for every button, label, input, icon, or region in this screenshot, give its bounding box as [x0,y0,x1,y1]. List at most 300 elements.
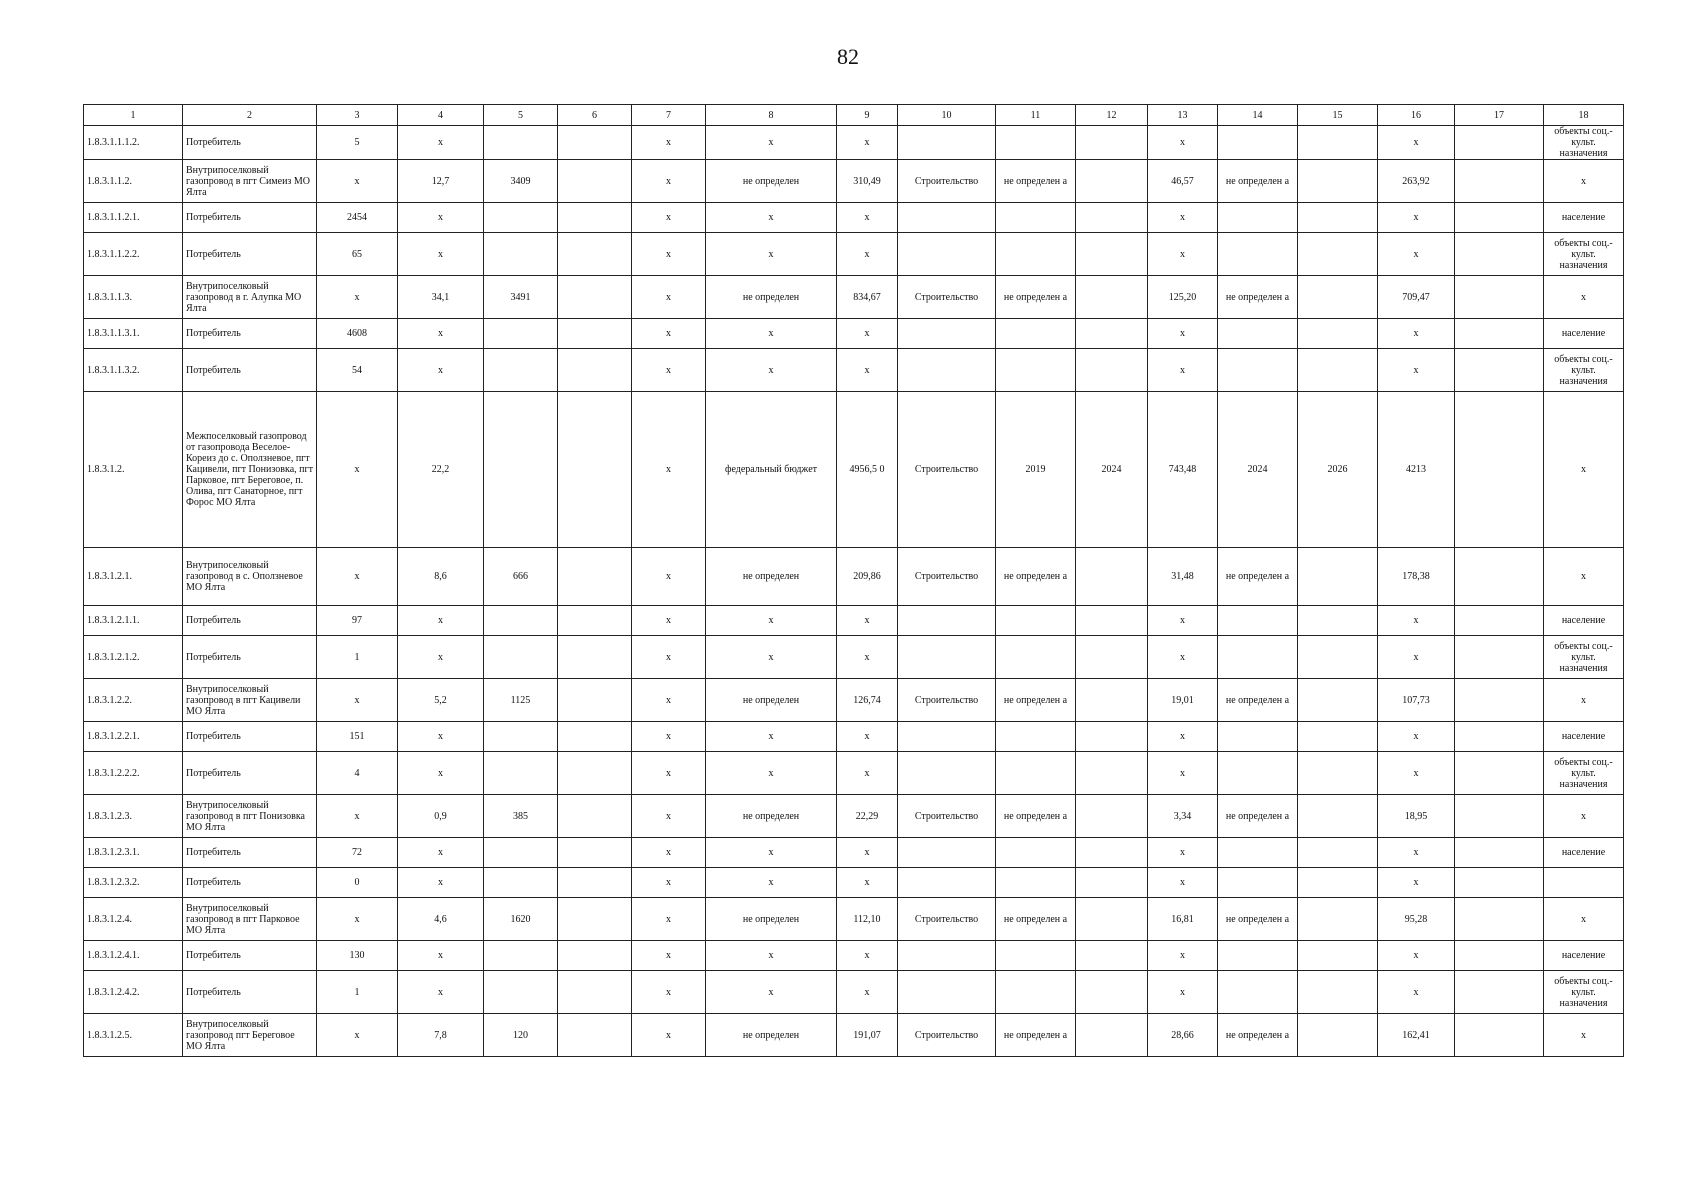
table-cell-col-9: x [837,941,898,971]
table-cell-col-6 [558,868,632,898]
table-cell-col-11 [996,319,1076,349]
table-cell-col-16: x [1378,233,1455,276]
table-cell-col-16: x [1378,606,1455,636]
column-header-16: 16 [1378,105,1455,126]
table-cell-col-4: x [398,636,484,679]
table-cell-col-17 [1455,722,1544,752]
table-row [84,722,1624,752]
table-cell-col-3: 72 [317,838,398,868]
table-cell-col-6 [558,838,632,868]
table-cell-col-17 [1455,160,1544,203]
table-cell-col-18: x [1544,1014,1624,1057]
table-cell-col-1: 1.8.3.1.2.2. [84,679,183,722]
table-cell-col-3: x [317,1014,398,1057]
table-cell-col-11: не определен а [996,1014,1076,1057]
table-cell-col-8: x [706,203,837,233]
table-cell-col-7: x [632,679,706,722]
table-cell-col-18: население [1544,319,1624,349]
table-cell-col-16: 4213 [1378,392,1455,548]
table-cell-col-15 [1298,319,1378,349]
table-cell-col-8: не определен [706,795,837,838]
table-cell-col-2: Потребитель [183,636,317,679]
table-cell-col-7: x [632,1014,706,1057]
table-cell-col-12 [1076,941,1148,971]
table-cell-col-13: 16,81 [1148,898,1218,941]
table-row [84,349,1624,392]
table-cell-col-11 [996,349,1076,392]
table-cell-col-12 [1076,606,1148,636]
table-cell-col-13: x [1148,838,1218,868]
table-cell-col-2: Потребитель [183,126,317,160]
table-cell-col-12 [1076,203,1148,233]
table-cell-col-8: не определен [706,160,837,203]
table-cell-col-1: 1.8.3.1.2. [84,392,183,548]
table-cell-col-16: x [1378,636,1455,679]
table-cell-col-3: 0 [317,868,398,898]
table-row [84,606,1624,636]
table-cell-col-4: x [398,319,484,349]
table-cell-col-17 [1455,126,1544,160]
table-cell-col-18: объекты соц.-культ. назначения [1544,636,1624,679]
table-cell-col-8: не определен [706,679,837,722]
table-cell-col-15 [1298,606,1378,636]
table-cell-col-3: 4608 [317,319,398,349]
table-cell-col-18: x [1544,795,1624,838]
column-header-15: 15 [1298,105,1378,126]
table-cell-col-17 [1455,203,1544,233]
table-cell-col-2: Внутрипоселковый газопровод в пгт Парковое МО Ялта [183,898,317,941]
table-cell-col-8: не определен [706,548,837,606]
table-cell-col-15 [1298,349,1378,392]
table-cell-col-10 [898,941,996,971]
table-cell-col-16: 263,92 [1378,160,1455,203]
table-cell-col-13: 19,01 [1148,679,1218,722]
table-cell-col-14 [1218,233,1298,276]
column-header-9: 9 [837,105,898,126]
table-cell-col-1: 1.8.3.1.1.2.2. [84,233,183,276]
table-cell-col-13: x [1148,722,1218,752]
table-cell-col-13: x [1148,203,1218,233]
table-cell-col-15 [1298,548,1378,606]
table-cell-col-1: 1.8.3.1.2.3. [84,795,183,838]
table-cell-col-12: 2024 [1076,392,1148,548]
table-cell-col-12 [1076,126,1148,160]
table-cell-col-16: x [1378,203,1455,233]
table-row [84,636,1624,679]
table-cell-col-6 [558,752,632,795]
table-row [84,233,1624,276]
table-cell-col-14 [1218,349,1298,392]
table-cell-col-16: 95,28 [1378,898,1455,941]
table-cell-col-16: x [1378,722,1455,752]
table-cell-col-10: Строительство [898,795,996,838]
table-cell-col-4: 5,2 [398,679,484,722]
table-cell-col-8: федеральный бюджет [706,392,837,548]
table-cell-col-10: Строительство [898,1014,996,1057]
table-cell-col-1: 1.8.3.1.1.3.1. [84,319,183,349]
column-header-7: 7 [632,105,706,126]
table-cell-col-7: x [632,548,706,606]
table-cell-col-4: 4,6 [398,898,484,941]
table-cell-col-11: не определен а [996,276,1076,319]
table-cell-col-9: 126,74 [837,679,898,722]
table-cell-col-12 [1076,349,1148,392]
table-cell-col-14: не определен а [1218,1014,1298,1057]
table-cell-col-18: население [1544,838,1624,868]
table-cell-col-14: не определен а [1218,160,1298,203]
column-header-8: 8 [706,105,837,126]
table-cell-col-11 [996,838,1076,868]
table-cell-col-17 [1455,971,1544,1014]
table-cell-col-10 [898,722,996,752]
table-cell-col-14: 2024 [1218,392,1298,548]
table-cell-col-1: 1.8.3.1.2.5. [84,1014,183,1057]
table-cell-col-4: x [398,203,484,233]
table-cell-col-5 [484,606,558,636]
table-cell-col-18: x [1544,160,1624,203]
table-cell-col-5 [484,971,558,1014]
table-cell-col-12 [1076,838,1148,868]
table-cell-col-14 [1218,838,1298,868]
table-cell-col-8: x [706,868,837,898]
table-cell-col-14 [1218,868,1298,898]
table-cell-col-1: 1.8.3.1.2.1.2. [84,636,183,679]
table-cell-col-6 [558,126,632,160]
table-cell-col-18: объекты соц.-культ. назначения [1544,752,1624,795]
table-cell-col-9: 310,49 [837,160,898,203]
table-cell-col-17 [1455,752,1544,795]
table-cell-col-9: x [837,349,898,392]
table-cell-col-7: x [632,868,706,898]
table-cell-col-12 [1076,276,1148,319]
table-cell-col-12 [1076,319,1148,349]
table-cell-col-5 [484,752,558,795]
table-cell-col-10: Строительство [898,898,996,941]
table-cell-col-11 [996,722,1076,752]
table-cell-col-16: x [1378,971,1455,1014]
table-cell-col-18: население [1544,941,1624,971]
table-cell-col-8: x [706,319,837,349]
table-cell-col-11 [996,636,1076,679]
table-row [84,795,1624,838]
table-cell-col-1: 1.8.3.1.1.3. [84,276,183,319]
table-cell-col-12 [1076,160,1148,203]
table-cell-col-7: x [632,203,706,233]
table-cell-col-5 [484,941,558,971]
table-cell-col-15 [1298,898,1378,941]
table-cell-col-10 [898,636,996,679]
table-cell-col-1: 1.8.3.1.2.1.1. [84,606,183,636]
table-cell-col-7: x [632,606,706,636]
column-header-14: 14 [1218,105,1298,126]
table-cell-col-8: x [706,971,837,1014]
table-cell-col-5 [484,233,558,276]
table-body [84,126,1624,1057]
table-cell-col-15 [1298,868,1378,898]
table-cell-col-18: x [1544,548,1624,606]
table-cell-col-17 [1455,548,1544,606]
table-cell-col-11 [996,233,1076,276]
table-cell-col-14 [1218,126,1298,160]
table-cell-col-3: x [317,548,398,606]
table-cell-col-10 [898,233,996,276]
table-cell-col-3: 54 [317,349,398,392]
table-cell-col-11 [996,868,1076,898]
column-header-2: 2 [183,105,317,126]
table-cell-col-7: x [632,160,706,203]
table-cell-col-15 [1298,1014,1378,1057]
table-cell-col-8: x [706,752,837,795]
table-cell-col-10 [898,319,996,349]
table-cell-col-1: 1.8.3.1.2.3.2. [84,868,183,898]
data-table [83,104,1624,1057]
table-cell-col-16: 709,47 [1378,276,1455,319]
table-cell-col-9: 834,67 [837,276,898,319]
page-number: 82 [837,44,859,69]
table-cell-col-15 [1298,203,1378,233]
table-cell-col-15 [1298,160,1378,203]
table-cell-col-11: не определен а [996,795,1076,838]
table-cell-col-13: x [1148,606,1218,636]
table-cell-col-10: Строительство [898,160,996,203]
table-cell-col-6 [558,276,632,319]
table-cell-col-13: x [1148,868,1218,898]
table-cell-col-11 [996,752,1076,795]
table-cell-col-7: x [632,941,706,971]
table-cell-col-4: 0,9 [398,795,484,838]
table-cell-col-11 [996,941,1076,971]
table-cell-col-12 [1076,971,1148,1014]
table-cell-col-2: Потребитель [183,319,317,349]
table-cell-col-17 [1455,276,1544,319]
table-cell-col-14 [1218,636,1298,679]
table-cell-col-6 [558,941,632,971]
column-header-3: 3 [317,105,398,126]
table-cell-col-2: Потребитель [183,349,317,392]
table-cell-col-5 [484,838,558,868]
table-cell-col-12 [1076,722,1148,752]
table-cell-col-10 [898,203,996,233]
table-cell-col-15 [1298,941,1378,971]
table-cell-col-15 [1298,795,1378,838]
table-cell-col-13: x [1148,941,1218,971]
table-cell-col-11: 2019 [996,392,1076,548]
table-cell-col-7: x [632,838,706,868]
table-cell-col-4: x [398,606,484,636]
table-cell-col-18: x [1544,898,1624,941]
table-cell-col-13: 743,48 [1148,392,1218,548]
table-cell-col-2: Внутрипоселковый газопровод в г. Алупка МО Ялта [183,276,317,319]
table-cell-col-15 [1298,971,1378,1014]
table-cell-col-2: Потребитель [183,233,317,276]
table-cell-col-5: 3491 [484,276,558,319]
column-header-17: 17 [1455,105,1544,126]
table-cell-col-5: 1125 [484,679,558,722]
table-cell-col-7: x [632,319,706,349]
table-row [84,752,1624,795]
table-cell-col-1: 1.8.3.1.2.1. [84,548,183,606]
table-cell-col-3: 130 [317,941,398,971]
table-cell-col-1: 1.8.3.1.2.2.1. [84,722,183,752]
table-cell-col-15 [1298,752,1378,795]
table-cell-col-10: Строительство [898,392,996,548]
table-cell-col-14 [1218,971,1298,1014]
table-cell-col-17 [1455,636,1544,679]
table-row [84,126,1624,160]
table-cell-col-17 [1455,898,1544,941]
table-cell-col-11 [996,126,1076,160]
table-cell-col-8: x [706,722,837,752]
table-cell-col-12 [1076,636,1148,679]
table-cell-col-1: 1.8.3.1.2.4.1. [84,941,183,971]
table-cell-col-11 [996,606,1076,636]
table-cell-col-2: Потребитель [183,838,317,868]
table-cell-col-4: 8,6 [398,548,484,606]
table-cell-col-3: 4 [317,752,398,795]
table-cell-col-2: Потребитель [183,868,317,898]
column-header-13: 13 [1148,105,1218,126]
table-cell-col-7: x [632,722,706,752]
table-cell-col-3: x [317,392,398,548]
table-cell-col-5: 1620 [484,898,558,941]
table-cell-col-4: 7,8 [398,1014,484,1057]
table-cell-col-1: 1.8.3.1.2.4. [84,898,183,941]
table-row [84,1014,1624,1057]
table-cell-col-1: 1.8.3.1.1.2.1. [84,203,183,233]
table-row [84,868,1624,898]
table-cell-col-17 [1455,868,1544,898]
table-cell-col-14: не определен а [1218,898,1298,941]
table-cell-col-11 [996,203,1076,233]
table-cell-col-12 [1076,868,1148,898]
table-cell-col-18: x [1544,679,1624,722]
table-cell-col-1: 1.8.3.1.2.3.1. [84,838,183,868]
table-cell-col-4: x [398,233,484,276]
table-cell-col-2: Внутрипоселковый газопровод в пгт Симеиз МО Ялта [183,160,317,203]
table-cell-col-8: x [706,606,837,636]
table-cell-col-12 [1076,233,1148,276]
table-cell-col-8: x [706,126,837,160]
table-cell-col-3: x [317,276,398,319]
table-cell-col-13: x [1148,636,1218,679]
table-cell-col-11: не определен а [996,160,1076,203]
table-cell-col-6 [558,971,632,1014]
table-cell-col-15 [1298,679,1378,722]
table-cell-col-18: x [1544,276,1624,319]
table-header [84,105,1624,126]
table-row [84,392,1624,548]
table-cell-col-13: x [1148,233,1218,276]
table-cell-col-10: Строительство [898,548,996,606]
table-cell-col-14 [1218,752,1298,795]
table-cell-col-6 [558,319,632,349]
column-header-18: 18 [1544,105,1624,126]
table-cell-col-4: x [398,971,484,1014]
table-cell-col-9: x [837,752,898,795]
table-cell-col-15 [1298,722,1378,752]
table-cell-col-2: Потребитель [183,606,317,636]
table-cell-col-16: x [1378,868,1455,898]
table-cell-col-16: x [1378,349,1455,392]
table-cell-col-8: не определен [706,1014,837,1057]
table-cell-col-17 [1455,1014,1544,1057]
table-cell-col-6 [558,795,632,838]
table-row [84,838,1624,868]
table-cell-col-4: x [398,126,484,160]
table-cell-col-16: x [1378,319,1455,349]
table-cell-col-1: 1.8.3.1.1.2. [84,160,183,203]
table-cell-col-10 [898,971,996,1014]
table-cell-col-3: 1 [317,636,398,679]
table-cell-col-3: 65 [317,233,398,276]
table-cell-col-5 [484,392,558,548]
table-cell-col-5: 3409 [484,160,558,203]
table-cell-col-12 [1076,898,1148,941]
table-cell-col-18: объекты соц.-культ. назначения [1544,349,1624,392]
table-cell-col-6 [558,548,632,606]
table-cell-col-14: не определен а [1218,276,1298,319]
table-cell-col-9: x [837,319,898,349]
table-row [84,941,1624,971]
table-cell-col-16: x [1378,941,1455,971]
table-cell-col-11: не определен а [996,898,1076,941]
table-cell-col-17 [1455,838,1544,868]
table-cell-col-10 [898,868,996,898]
table-cell-col-13: x [1148,971,1218,1014]
table-cell-col-15 [1298,126,1378,160]
table-cell-col-13: x [1148,126,1218,160]
table-cell-col-9: x [837,606,898,636]
table-cell-col-5: 385 [484,795,558,838]
table-cell-col-17 [1455,795,1544,838]
table-cell-col-13: x [1148,752,1218,795]
table-cell-col-7: x [632,795,706,838]
table-row [84,548,1624,606]
table-cell-col-1: 1.8.3.1.1.3.2. [84,349,183,392]
table-cell-col-2: Внутрипоселковый газопровод пгт Береговое МО Ялта [183,1014,317,1057]
table-cell-col-10 [898,126,996,160]
table-cell-col-14 [1218,722,1298,752]
table-cell-col-9: 4956,5 0 [837,392,898,548]
column-header-5: 5 [484,105,558,126]
table-cell-col-9: x [837,203,898,233]
table-cell-col-6 [558,1014,632,1057]
table-cell-col-6 [558,392,632,548]
table-cell-col-7: x [632,233,706,276]
table-cell-col-14: не определен а [1218,679,1298,722]
table-cell-col-17 [1455,941,1544,971]
table-cell-col-13: x [1148,319,1218,349]
table-cell-col-2: Потребитель [183,752,317,795]
table-cell-col-12 [1076,548,1148,606]
table-cell-col-10 [898,349,996,392]
table-cell-col-2: Межпоселковый газопровод от газопровода Веселое-Кореиз до с. Оползневое, пгт Кацивели, пгт Понизовка, пгт Парковое, пгт Береговое, п. Олива, пгт Санаторное, пгт Форос МО Ялта [183,392,317,548]
table-cell-col-18: объекты соц.-культ. назначения [1544,233,1624,276]
table-cell-col-9: x [837,722,898,752]
table-cell-col-5 [484,349,558,392]
table-cell-col-6 [558,606,632,636]
table-cell-col-6 [558,349,632,392]
table-cell-col-6 [558,679,632,722]
table-cell-col-8: x [706,349,837,392]
table-cell-col-4: x [398,868,484,898]
table-cell-col-5: 666 [484,548,558,606]
column-header-12: 12 [1076,105,1148,126]
table-cell-col-9: x [837,233,898,276]
table-cell-col-9: x [837,868,898,898]
table-cell-col-7: x [632,349,706,392]
table-cell-col-2: Потребитель [183,971,317,1014]
